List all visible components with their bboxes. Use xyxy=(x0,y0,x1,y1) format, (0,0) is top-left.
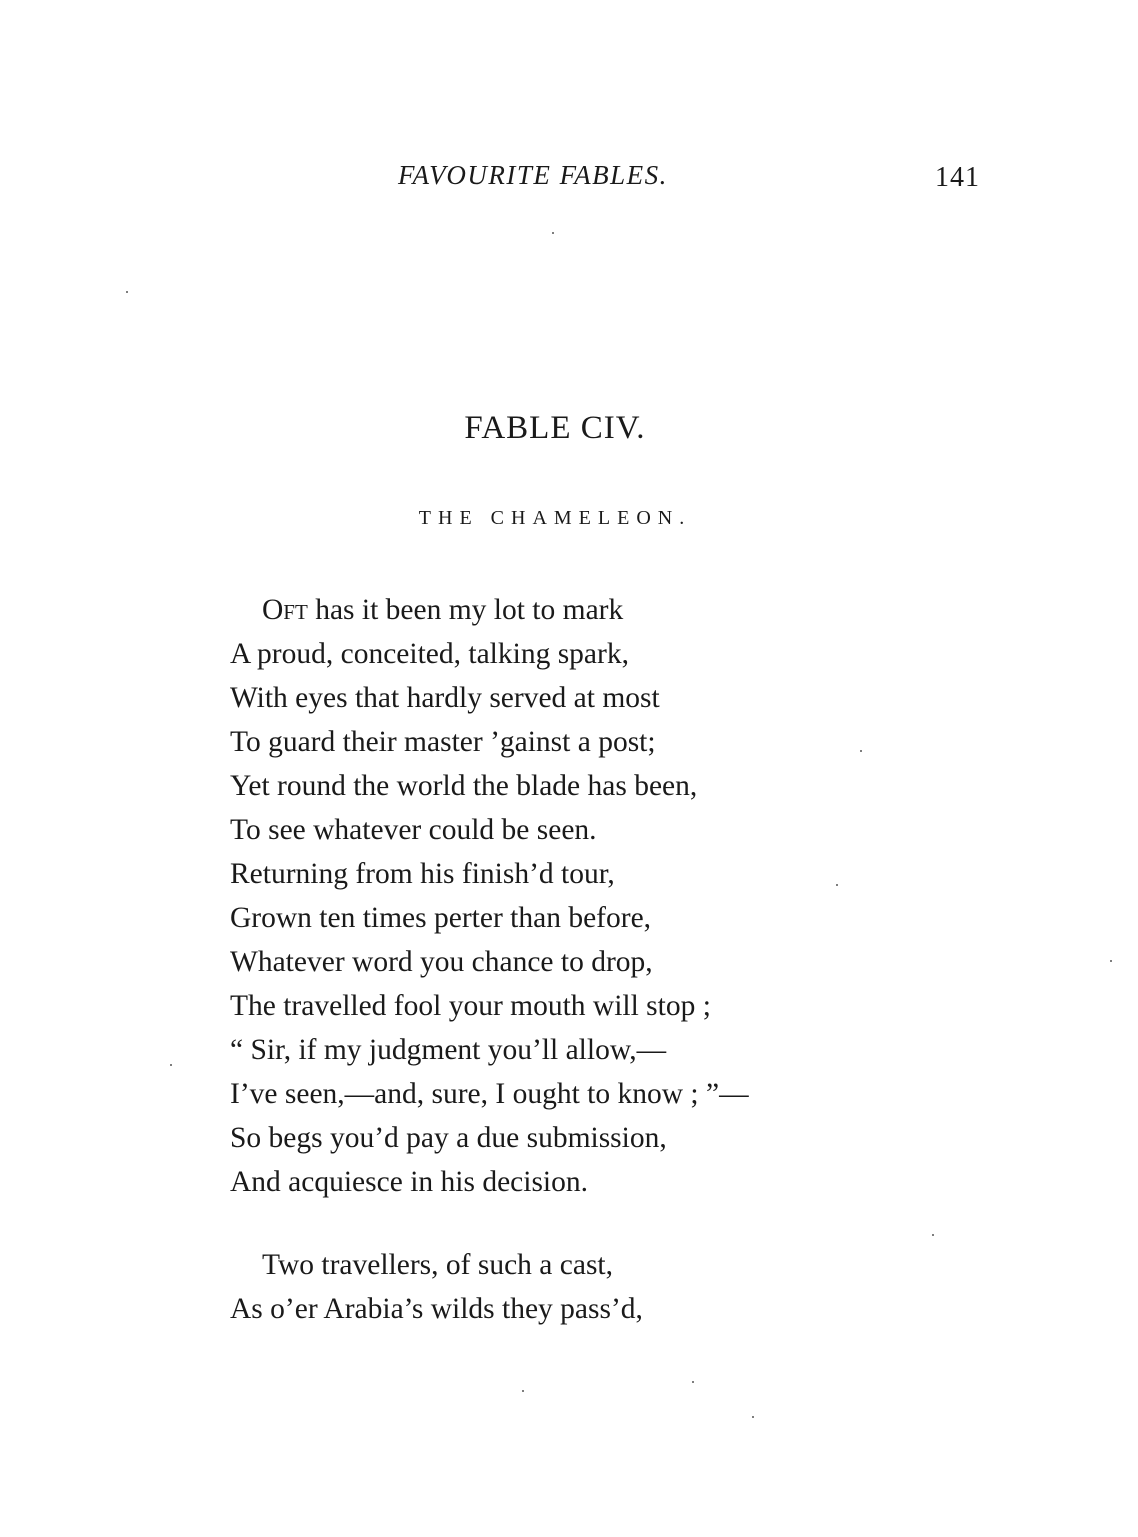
paper-speck xyxy=(552,232,554,234)
verse-line: I’ve seen,—and, sure, I ought to know ; ”— xyxy=(230,1078,749,1110)
running-title: FAVOURITE FABLES. xyxy=(398,160,668,190)
verse-line: To see whatever could be seen. xyxy=(230,814,597,846)
verse-line: “ Sir, if my judgment you’ll allow,— xyxy=(230,1034,667,1066)
verse-line: Two travellers, of such a cast, xyxy=(262,1249,613,1281)
running-head xyxy=(0,160,1138,200)
verse-line: Returning from his finish’d tour, xyxy=(230,858,615,890)
verse-line: So begs you’d pay a due submission, xyxy=(230,1122,667,1154)
paper-speck xyxy=(932,1234,934,1236)
verse-line: To guard their master ’gainst a post; xyxy=(230,726,656,758)
paper-speck xyxy=(170,1064,172,1066)
paper-speck xyxy=(752,1416,754,1418)
paper-speck xyxy=(836,884,838,886)
verse-line: Whatever word you chance to drop, xyxy=(230,946,653,978)
paper-speck xyxy=(1110,960,1112,962)
paper-speck xyxy=(692,1381,694,1383)
verse-line xyxy=(230,588,749,632)
page-number: 141 xyxy=(935,162,980,193)
fable-number: FABLE CIV. xyxy=(464,410,646,446)
verse-line-text: has it been my lot to mark xyxy=(307,594,624,626)
verse-line: The travelled fool your mouth will stop ; xyxy=(230,990,711,1022)
verse-line: A proud, conceited, talking spark, xyxy=(230,638,629,670)
paper-speck xyxy=(860,750,862,752)
verse-line: And acquiesce in his decision. xyxy=(230,1166,589,1198)
verse-line: As o’er Arabia’s wilds they pass’d, xyxy=(230,1293,643,1325)
fable-title: THE CHAMELEON. xyxy=(418,507,692,529)
dropcap-word: Oft xyxy=(262,594,308,626)
verse-line: With eyes that hardly served at most xyxy=(230,682,660,714)
verse-line: Yet round the world the blade has been, xyxy=(230,770,698,802)
verse-line: Grown ten times perter than before, xyxy=(230,902,652,934)
stanza-1 xyxy=(230,588,749,1204)
paper-speck xyxy=(522,1390,524,1392)
stanza-2 xyxy=(230,1243,643,1331)
paper-speck xyxy=(126,291,128,293)
